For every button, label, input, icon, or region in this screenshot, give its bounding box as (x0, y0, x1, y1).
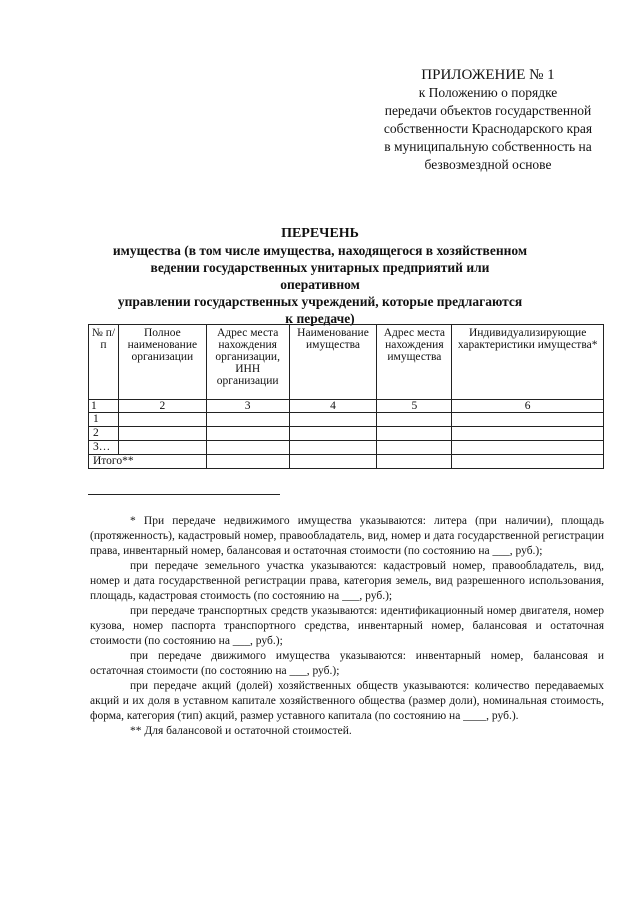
column-number: 2 (118, 400, 206, 413)
column-number: 6 (452, 400, 604, 413)
header-cell: Полное наименование организации (118, 325, 206, 400)
table-row (89, 413, 604, 427)
header-cell: Наименование имущества (289, 325, 377, 400)
total-row (89, 455, 604, 469)
appendix-line: в муниципальную собственность на (384, 139, 592, 154)
header-cell: № п/п (89, 325, 119, 400)
property-table (88, 324, 604, 469)
footnote-paragraph: при передаче акций (долей) хозяйственных обществ указываются: количество передаваемых акций и их доля в уставном капитале хозяйственного общества (размер доли), номинальная стоимость, форма, категория (тип) акций, размер уставного капитала (по состоянию на ____, руб.). (90, 680, 604, 722)
heading-line: имущества (в том числе имущества, находящегося в хозяйственном (112, 243, 528, 258)
heading-line: ведении государственных унитарных предприятий или оперативном (150, 260, 490, 292)
column-number-row (89, 400, 604, 413)
heading-line: управлении государственных учреждений, которые предлагаются (117, 294, 523, 309)
column-number: 3 (206, 400, 289, 413)
footnote-paragraph: при передаче движимого имущества указываются: инвентарный номер, балансовая и остаточная стоимости (по состоянию на ___, руб.); (90, 650, 604, 677)
column-number: 5 (377, 400, 452, 413)
header-cell: Адрес места нахождения организации, ИНН организации (206, 325, 289, 400)
column-number: 4 (289, 400, 377, 413)
document-heading (110, 225, 530, 327)
table-row (89, 427, 604, 441)
total-label: Итого** (89, 455, 207, 469)
footnote-paragraph: ** Для балансовой и остаточной стоимостей. (130, 725, 352, 737)
appendix-line: собственности Краснодарского края (383, 121, 593, 136)
column-number: 1 (89, 400, 119, 413)
appendix-block (358, 66, 618, 174)
table-header-row (89, 325, 604, 400)
heading-title: ПЕРЕЧЕНЬ (281, 226, 359, 241)
footnote-paragraph: при передаче транспортных средств указываются: идентификационный номер двигателя, номер кузова, номер паспорта транспортного средства, инвентарный номер, балансовая и остаточная стоимости (по состоянию на ___, руб.); (90, 605, 604, 647)
footnote-paragraph: * При передаче недвижимого имущества указываются: литера (при наличии), площадь (протяженность), кадастровый номер, правообладатель, вид, номер и дата государственной регистрации права, инвентарный номер, балансовая и остаточная стоимости (по состоянию на ___, руб.); (90, 515, 604, 557)
appendix-line: к Положению о порядке (418, 85, 558, 100)
heading-line: к передаче) (285, 311, 355, 326)
row-number: 3… (89, 441, 119, 455)
header-cell: Индивидуализирующие характеристики имущества* (452, 325, 604, 400)
table-row (89, 441, 604, 455)
row-number: 1 (89, 413, 119, 427)
appendix-line: передачи объектов государственной (384, 103, 592, 118)
footnote-divider (88, 494, 280, 495)
footnote-paragraph: при передаче земельного участка указываются: кадастровый номер, правообладатель, вид, номер и дата государственной регистрации права, категория земель, вид разрешенного использования, площадь, кадастровая стоимость (по состоянию на ___, руб.); (90, 560, 604, 602)
header-cell: Адрес места нахождения имущества (377, 325, 452, 400)
appendix-line: безвозмездной основе (424, 157, 552, 172)
appendix-title: ПРИЛОЖЕНИЕ № 1 (421, 67, 555, 83)
footnotes (90, 514, 604, 739)
row-number: 2 (89, 427, 119, 441)
